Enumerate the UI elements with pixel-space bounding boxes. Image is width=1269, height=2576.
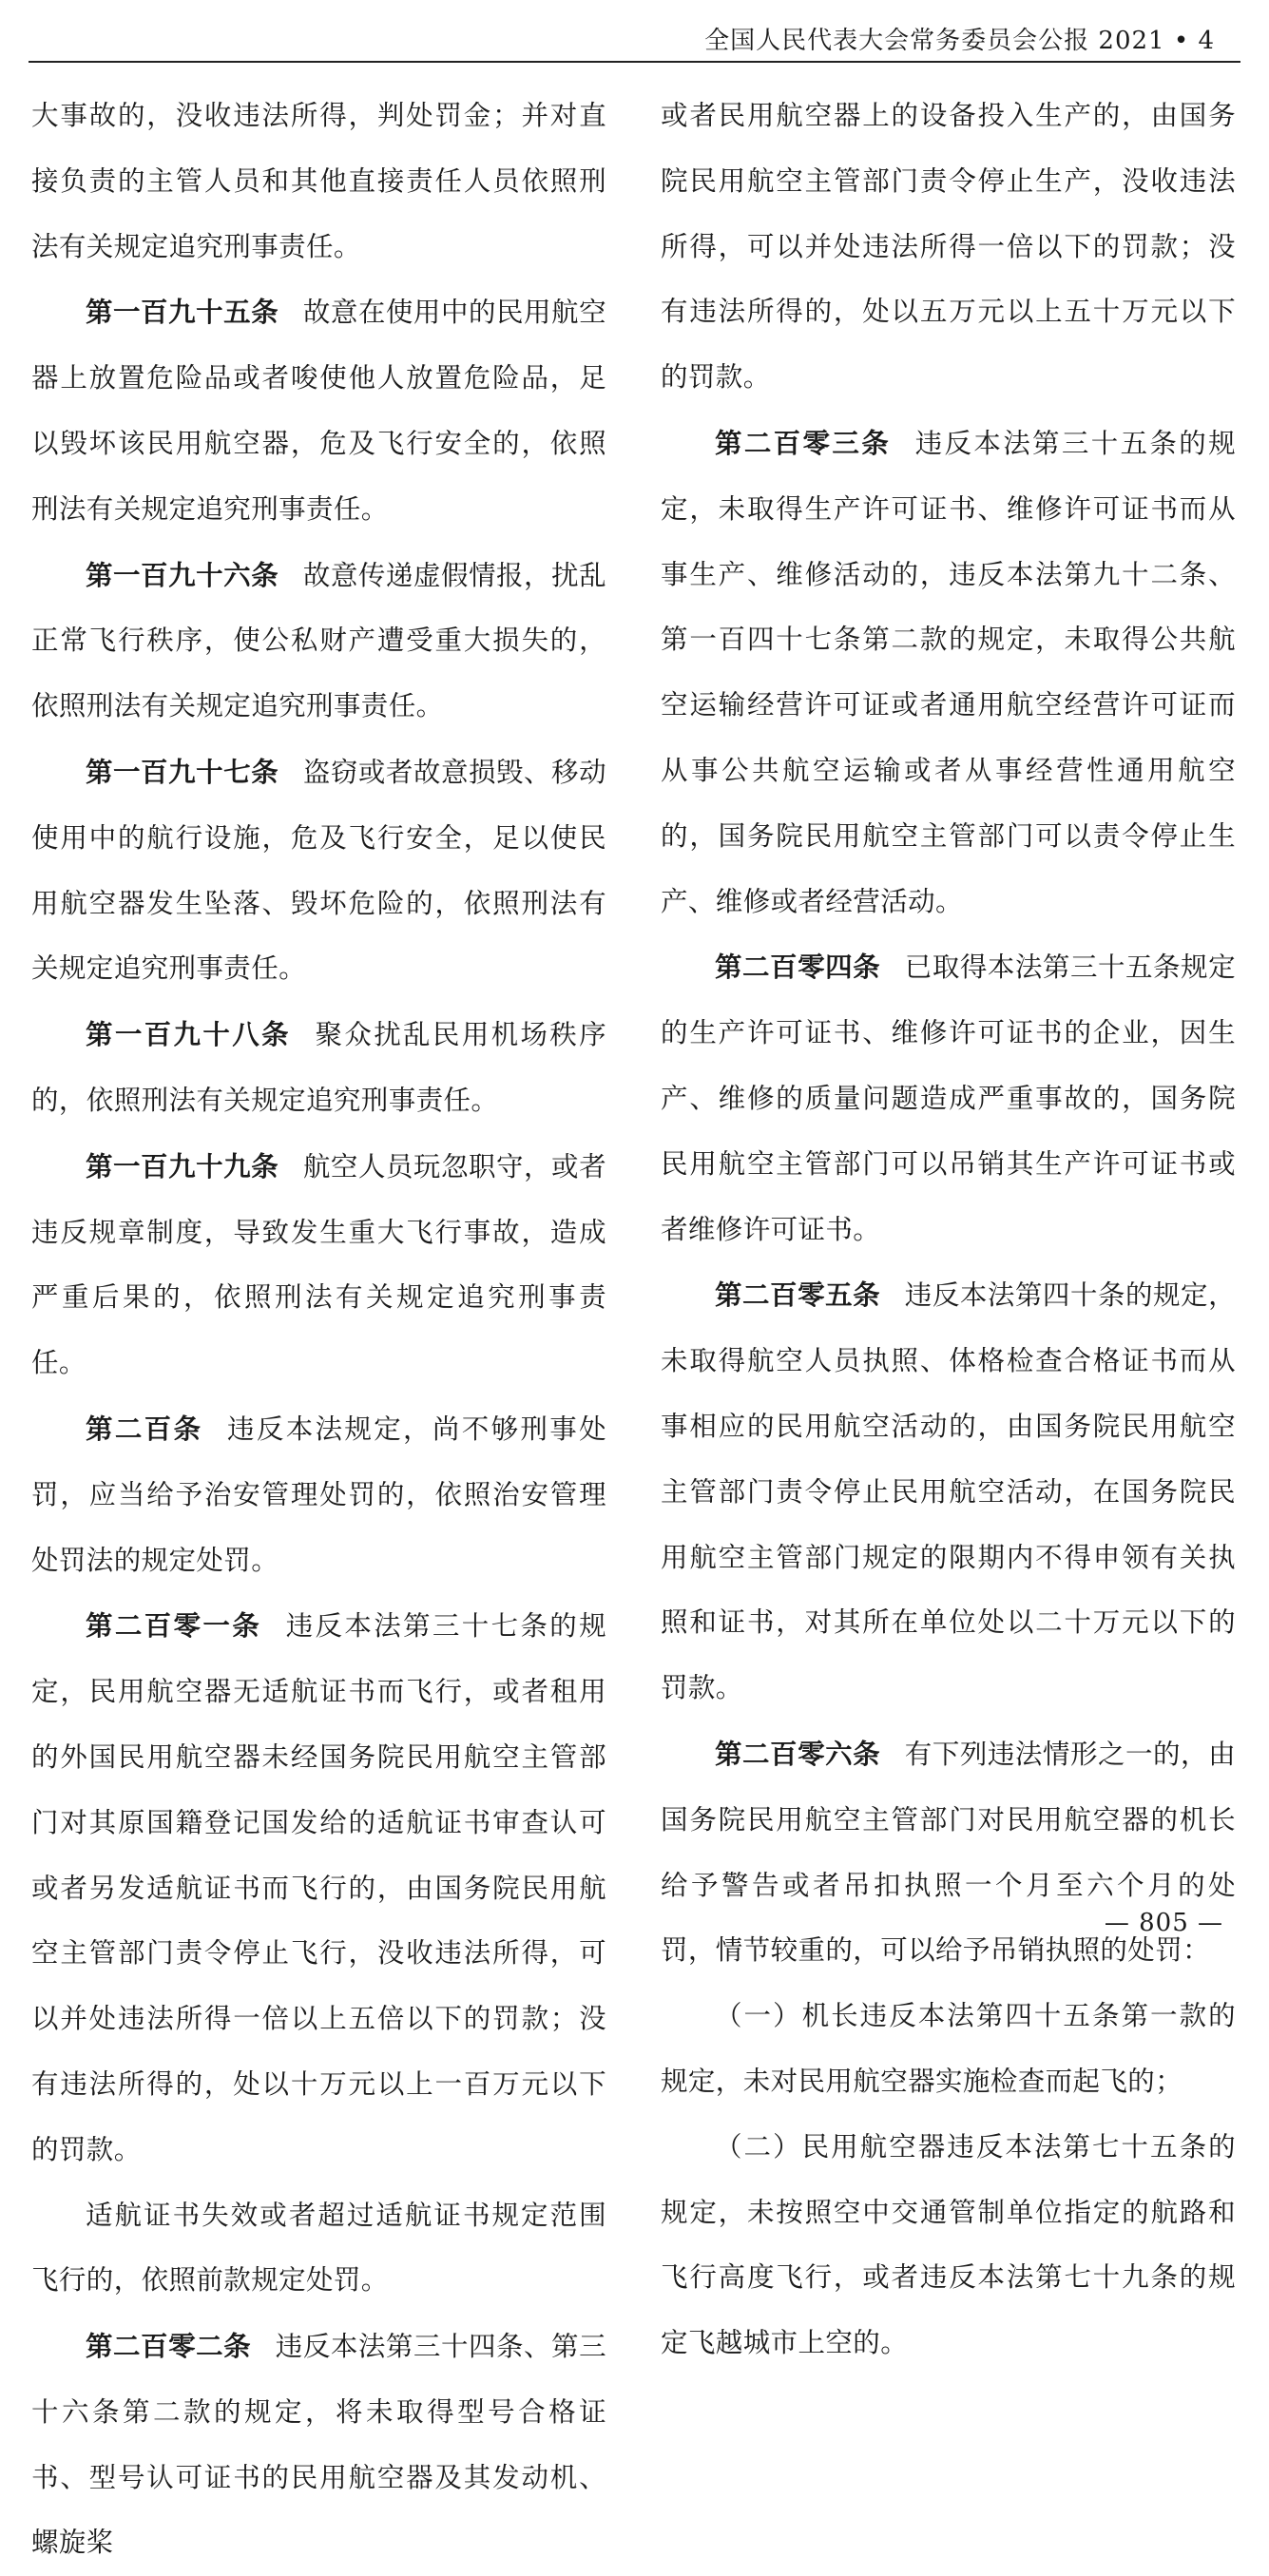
right-column <box>661 84 1236 2376</box>
list-item-text: （一）机长违反本法第四十五条第一款的规定，未对民用航空器实施检查而起飞的； <box>661 2000 1236 2097</box>
article-text: 航空人员玩忽职守，或者违反规章制度，导致发生重大飞行事故，造成严重后果的，依照刑法有关规定追究刑事责任。 <box>31 1150 606 1379</box>
article-paragraph <box>31 2314 606 2576</box>
article-text: 已取得本法第三十五条规定的生产许可证书、维修许可证书的企业，因生产、维修的质量问题造成严重事故的，国务院民用航空主管部门可以吊销其生产许可证书或者维修许可证书。 <box>661 952 1236 1245</box>
left-column <box>31 84 606 2576</box>
gazette-title: 全国人民代表大会常务委员会公报 2021 • 4 <box>704 27 1215 55</box>
article-paragraph <box>661 1721 1236 1984</box>
article-number: 第一百九十六条 <box>86 558 279 591</box>
article-paragraph <box>31 1396 606 1593</box>
article-text: 聚众扰乱民用机场秩序的，依照刑法有关规定追究刑事责任。 <box>31 1019 606 1116</box>
article-number: 第二百零一条 <box>86 1609 262 1643</box>
article-number: 第二百零三条 <box>715 426 892 459</box>
article-text: 违反本法规定，尚不够刑事处罚，应当给予治安管理处罚的，依照治安管理处罚法的规定处罚。 <box>31 1413 607 1576</box>
article-paragraph <box>31 279 606 542</box>
article-number: 第二百零二条 <box>86 2330 252 2363</box>
article-number: 第二百零六条 <box>715 1737 881 1770</box>
article-number: 第二百零四条 <box>715 951 881 984</box>
article-paragraph <box>31 1134 606 1396</box>
article-paragraph <box>661 411 1236 934</box>
header-rule <box>29 61 1240 63</box>
article-text: 违反本法第三十七条的规定，民用航空器无适航证书而飞行，或者租用的外国民用航空器未经国务院民用航空主管部门对其原国籍登记国发给的适航证书审查认可或者另发适航证书而飞行的，由国务院民用航空主管部门责令停止飞行，没收违法所得，可以并处违法所得一倍以上五倍以下的罚款；没有违法所得的，处以十万元以上一百万元以下的罚款。 <box>31 1610 606 2165</box>
article-text: 故意在使用中的民用航空器上放置危险品或者唆使他人放置危险品，足以毁坏该民用航空器，危及飞行安全的，依照刑法有关规定追究刑事责任。 <box>31 297 606 525</box>
article-number: 第一百九十九条 <box>86 1149 279 1182</box>
paragraph-continuation <box>31 84 606 279</box>
article-text: 有下列违法情形之一的，由国务院民用航空主管部门对民用航空器的机长给予警告或者吊扣执照一个月至六个月的处罚，情节较重的，可以给予吊销执照的处罚： <box>661 1738 1236 1967</box>
paragraph-text: 大事故的，没收违法所得，判处罚金；并对直接负责的主管人员和其他直接责任人员依照刑法有关规定追究刑事责任。 <box>31 100 606 262</box>
paragraph-text: 或者民用航空器上的设备投入生产的，由国务院民用航空主管部门责令停止生产，没收违法所得，可以并处违法所得一倍以下的罚款；没有违法所得的，处以五万元以上五十万元以下的罚款。 <box>661 100 1236 394</box>
list-item <box>661 2115 1236 2376</box>
paragraph-continuation <box>661 84 1236 411</box>
article-paragraph <box>31 543 606 740</box>
article-paragraph <box>31 740 606 1002</box>
article-text: 盗窃或者故意损毁、移动使用中的航行设施，危及飞行安全，足以使民用航空器发生坠落、毁坏危险的，依照刑法有关规定追究刑事责任。 <box>31 756 606 985</box>
article-paragraph <box>31 1593 606 2182</box>
article-number: 第一百九十七条 <box>86 755 279 788</box>
article-number: 第二百零五条 <box>715 1278 881 1312</box>
article-number: 第二百条 <box>86 1412 203 1445</box>
article-number: 第一百九十五条 <box>86 296 279 329</box>
article-text: 故意传递虚假情报，扰乱正常飞行秩序，使公私财产遭受重大损失的，依照刑法有关规定追究刑事责任。 <box>31 559 606 722</box>
article-text: 违反本法第三十四条、第三十六条第二款的规定，将未取得型号合格证书、型号认可证书的民用航空器及其发动机、螺旋桨 <box>31 2331 606 2559</box>
article-text: 违反本法第四十条的规定，未取得航空人员执照、体格检查合格证书而从事相应的民用航空活动的，由国务院民用航空主管部门责令停止民用航空活动，在国务院民用航空主管部门规定的限期内不得申领有关执照和证书，对其所在单位处以二十万元以下的罚款。 <box>661 1279 1236 1704</box>
article-paragraph <box>31 1002 606 1134</box>
list-item <box>661 1984 1236 2115</box>
list-item-text: （二）民用航空器违反本法第七十五条的规定，未按照空中交通管制单位指定的航路和飞行高度飞行，或者违反本法第七十九条的规定飞越城市上空的。 <box>661 2130 1236 2359</box>
page-number: — 805 — <box>1104 1909 1223 1937</box>
paragraph-subclause <box>31 2183 606 2315</box>
article-paragraph <box>661 1262 1236 1721</box>
page-header <box>0 0 1269 67</box>
paragraph-text: 适航证书失效或者超过适航证书规定范围飞行的，依照前款规定处罚。 <box>31 2199 606 2297</box>
article-paragraph <box>661 934 1236 1262</box>
article-text: 违反本法第三十五条的规定，未取得生产许可证书、维修许可证书而从事生产、维修活动的，违反本法第九十二条、第一百四十七条第二款的规定，未取得公共航空运输经营许可证或者通用航空经营许可证而从事公共航空运输或者从事经营性通用航空的，国务院民用航空主管部门可以责令停止生产、维修或者经营活动。 <box>661 427 1236 917</box>
article-number: 第一百九十八条 <box>86 1018 291 1051</box>
